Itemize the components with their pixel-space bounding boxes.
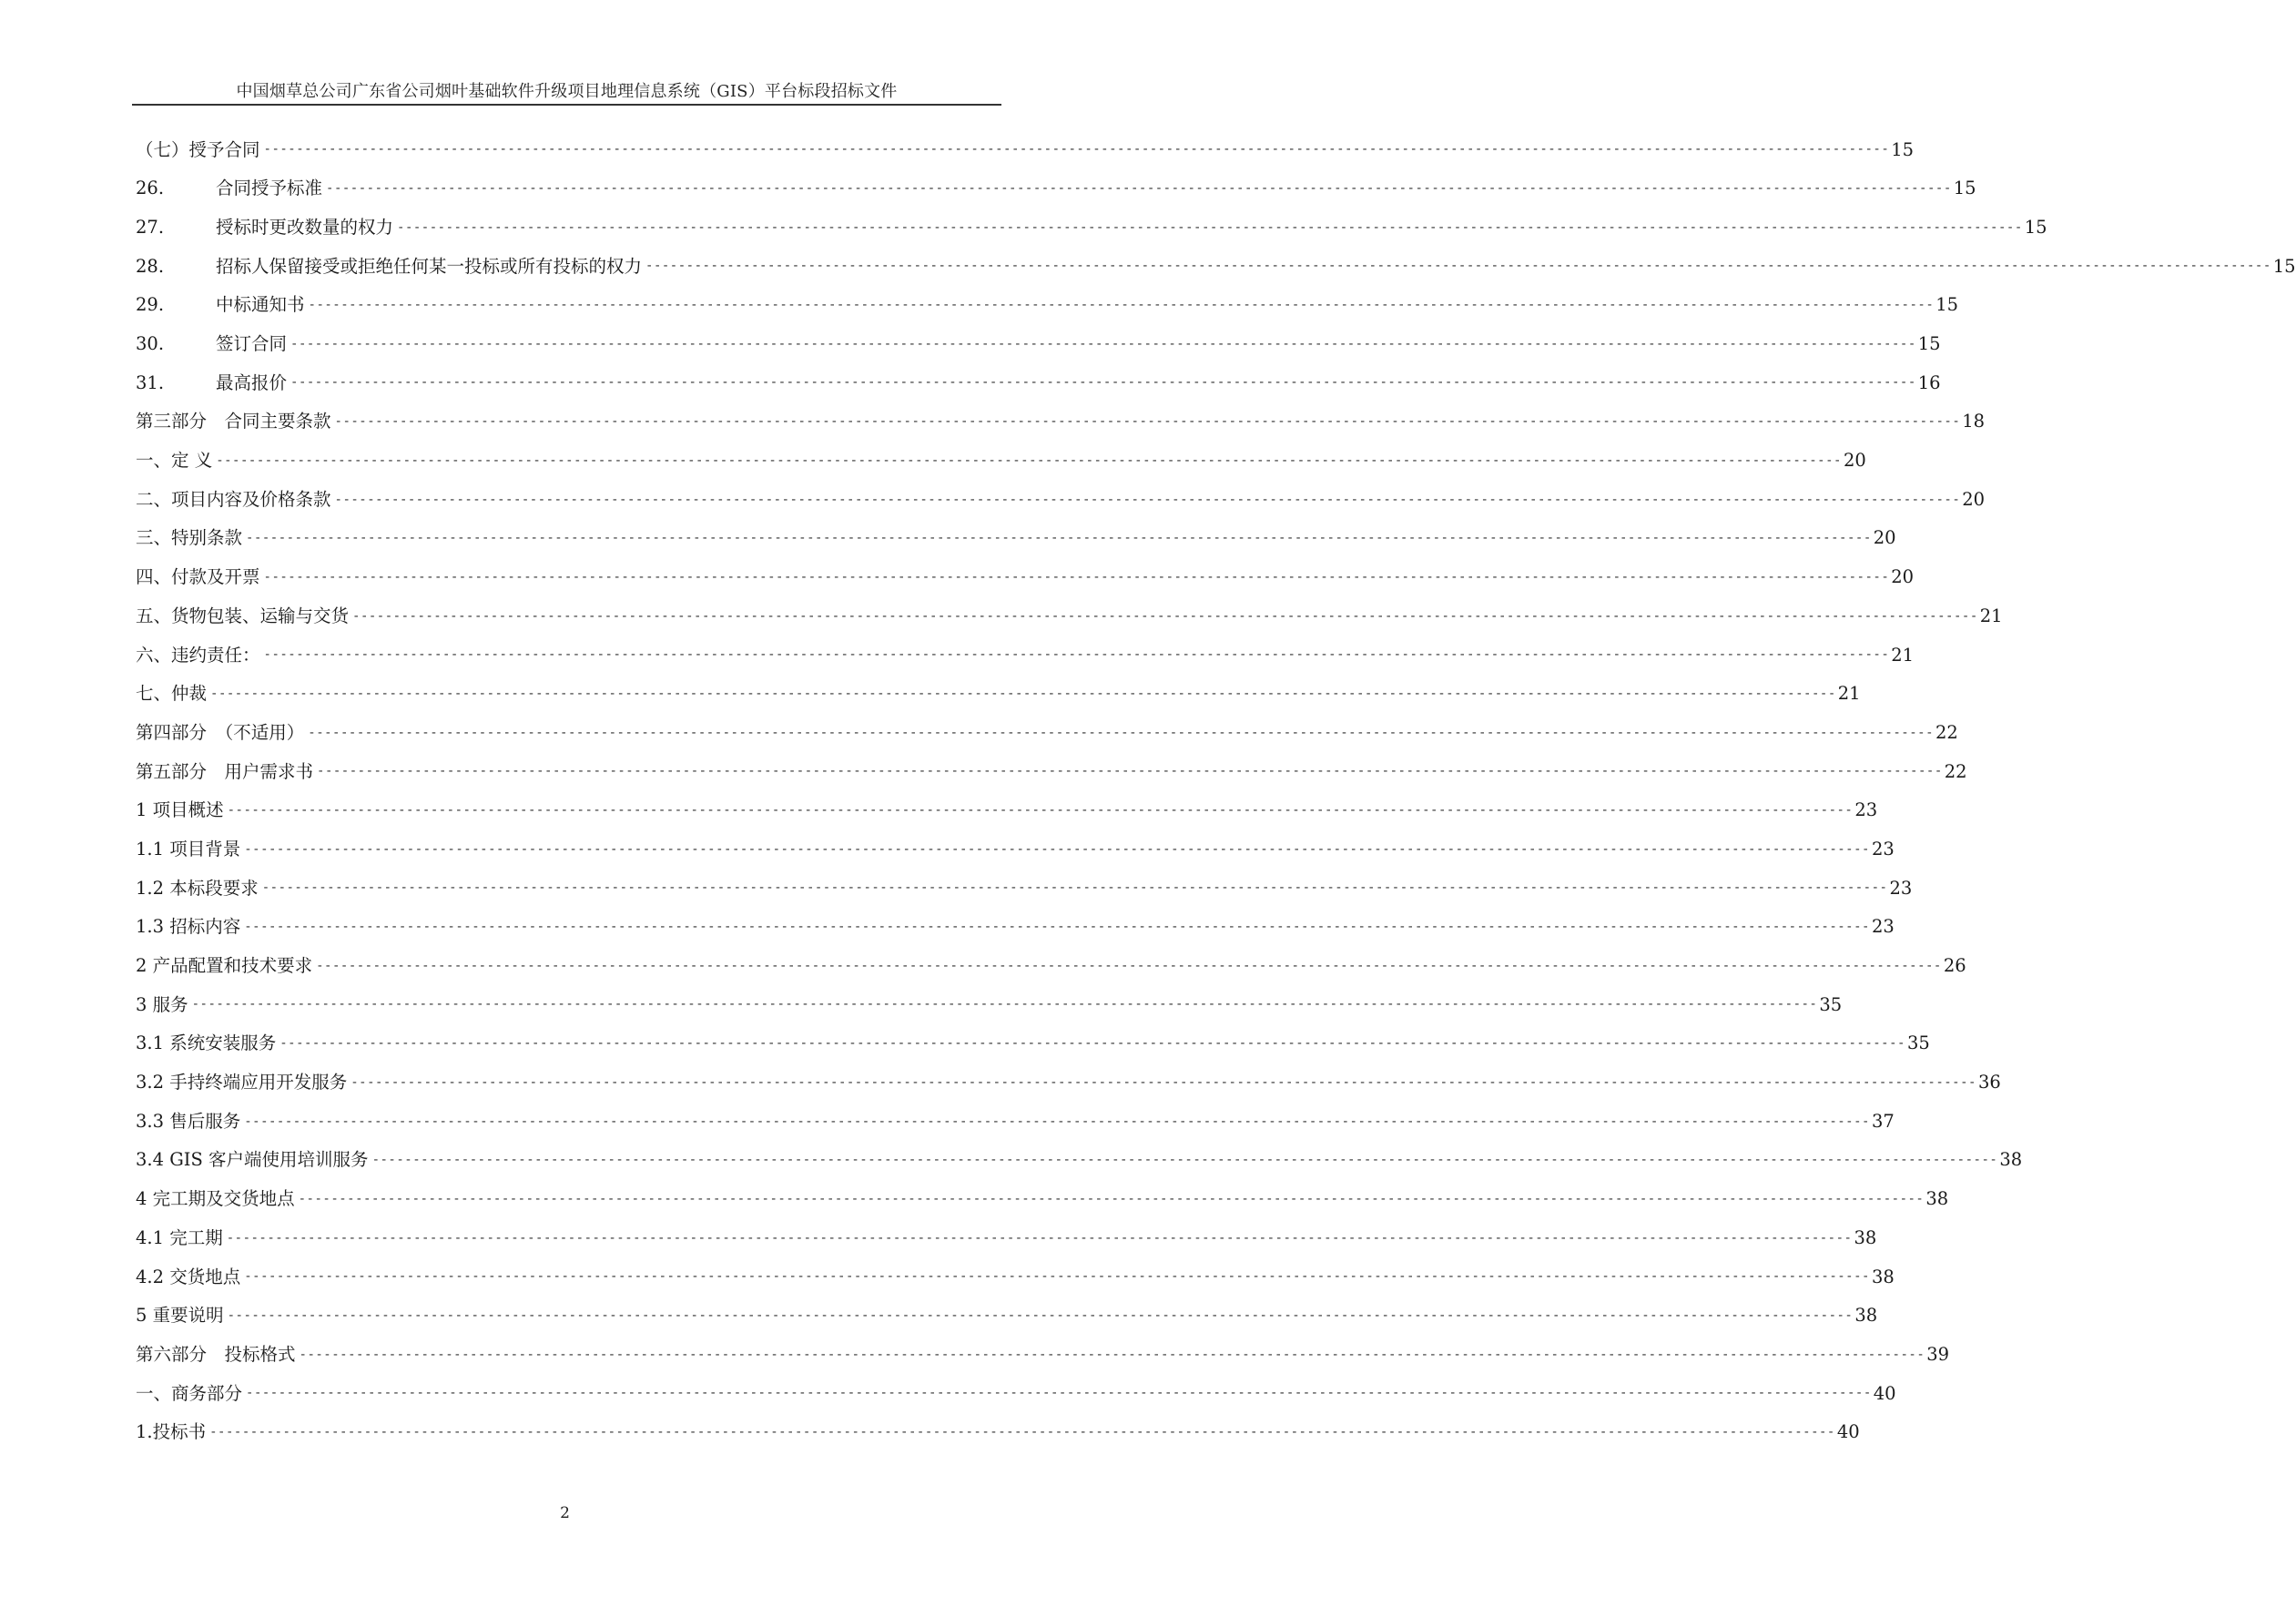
toc-entry-title: 合同授予标准 <box>216 178 323 199</box>
toc-entry[interactable] <box>136 247 2296 286</box>
toc-entry[interactable] <box>136 1413 1860 1452</box>
toc-entry-page: 21 <box>1891 644 1915 666</box>
toc-entry-number: 26. <box>136 178 165 199</box>
toc-leader: -------------------------------------------------------------------------------------------------------------------------------------------------------------------------------------------------------- <box>290 375 1916 391</box>
toc-entry[interactable] <box>136 363 1941 402</box>
toc-entry[interactable] <box>136 1141 2023 1180</box>
toc-entry-title: 四、付款及开票 <box>136 566 260 588</box>
toc-entry-page: 20 <box>1843 450 1866 472</box>
toc-entry[interactable] <box>136 1335 1950 1374</box>
toc-entry-page: 15 <box>2024 216 2047 238</box>
toc-leader: -------------------------------------------------------------------------------------------------------------------------------------------------------------------------------------------------------- <box>191 997 1818 1012</box>
toc-entry-page: 23 <box>1854 799 1878 821</box>
toc-entry[interactable] <box>136 675 1861 714</box>
toc-entry-page: 38 <box>1854 1226 1877 1248</box>
toc-entry[interactable] <box>136 829 1895 869</box>
page-header: 中国烟草总公司广东省公司烟叶基础软件升级项目地理信息系统（GIS）平台标段招标文件 <box>236 82 898 101</box>
toc-entry-number: 27. <box>136 216 165 238</box>
toc-leader: -------------------------------------------------------------------------------------------------------------------------------------------------------------------------------------------------------- <box>326 181 1952 197</box>
toc-entry-title: 五、货物包装、运输与交货 <box>136 605 350 626</box>
toc-entry-title: 签订合同 <box>216 333 288 355</box>
toc-entry-page: 35 <box>1906 1032 1930 1054</box>
toc-leader: -------------------------------------------------------------------------------------------------------------------------------------------------------------------------------------------------------- <box>209 1425 1835 1440</box>
toc-entry-title: 招标人保留接受或拒绝任何某一投标或所有投标的权力 <box>216 255 643 277</box>
toc-entry[interactable] <box>136 636 1915 675</box>
toc-entry[interactable] <box>136 946 1966 985</box>
toc-leader: -------------------------------------------------------------------------------------------------------------------------------------------------------------------------------------------------------- <box>244 920 1870 935</box>
toc-entry-title: 1.投标书 <box>136 1421 207 1443</box>
page-number: 2 <box>560 1504 570 1522</box>
toc-entry[interactable] <box>136 480 1986 519</box>
toc-leader: -------------------------------------------------------------------------------------------------------------------------------------------------------------------------------------------------------- <box>290 336 1916 351</box>
toc-entry-page: 15 <box>1953 178 1976 199</box>
toc-entry-page: 15 <box>1935 294 1959 316</box>
toc-entry[interactable] <box>136 208 2047 247</box>
toc-leader: -------------------------------------------------------------------------------------------------------------------------------------------------------------------------------------------------------- <box>334 414 1961 430</box>
toc-entry-title: 最高报价 <box>216 371 288 393</box>
toc-entry-title: 3 服务 <box>136 993 188 1015</box>
toc-entry[interactable] <box>136 1102 1895 1141</box>
toc-leader: -------------------------------------------------------------------------------------------------------------------------------------------------------------------------------------------------------- <box>246 1386 1872 1401</box>
toc-leader: -------------------------------------------------------------------------------------------------------------------------------------------------------------------------------------------------------- <box>263 569 1890 585</box>
toc-leader: -------------------------------------------------------------------------------------------------------------------------------------------------------------------------------------------------------- <box>263 647 1890 663</box>
toc-entry-page: 36 <box>1977 1072 2001 1093</box>
toc-entry-title: 一、定 义 <box>136 450 213 472</box>
toc-leader: -------------------------------------------------------------------------------------------------------------------------------------------------------------------------------------------------------- <box>210 686 1836 701</box>
toc-entry[interactable] <box>136 596 2003 636</box>
toc-entry-title: 六、违约责任： <box>136 644 260 666</box>
toc-entry[interactable] <box>136 1024 1930 1063</box>
toc-leader: -------------------------------------------------------------------------------------------------------------------------------------------------------------------------------------------------------- <box>350 1074 1976 1090</box>
toc-entry-title: 1 项目概述 <box>136 799 224 821</box>
toc-entry-title: 三、特别条款 <box>136 527 243 549</box>
toc-entry-page: 20 <box>1962 488 1986 510</box>
toc-leader: -------------------------------------------------------------------------------------------------------------------------------------------------------------------------------------------------------- <box>227 1307 1854 1323</box>
toc-entry[interactable] <box>136 1374 1896 1413</box>
toc-entry[interactable] <box>136 169 1976 209</box>
toc-entry-title: 3.1 系统安装服务 <box>136 1032 277 1054</box>
toc-entry-number: 30. <box>136 333 165 355</box>
toc-leader: -------------------------------------------------------------------------------------------------------------------------------------------------------------------------------------------------------- <box>279 1036 1905 1052</box>
toc-entry-page: 15 <box>1917 333 1941 355</box>
toc-entry-page: 18 <box>1962 411 1986 432</box>
toc-leader: -------------------------------------------------------------------------------------------------------------------------------------------------------------------------------------------------------- <box>226 1230 1853 1246</box>
toc-entry-page: 20 <box>1873 527 1896 549</box>
toc-leader: -------------------------------------------------------------------------------------------------------------------------------------------------------------------------------------------------------- <box>244 841 1870 857</box>
toc-leader: -------------------------------------------------------------------------------------------------------------------------------------------------------------------------------------------------------- <box>261 880 1888 896</box>
toc-entry-title: 1.1 项目背景 <box>136 838 241 860</box>
toc-leader: -------------------------------------------------------------------------------------------------------------------------------------------------------------------------------------------------------- <box>397 219 2023 235</box>
toc-entry[interactable] <box>136 985 1843 1024</box>
toc-entry-page: 40 <box>1836 1421 1860 1443</box>
toc-entry[interactable] <box>136 1218 1877 1257</box>
toc-leader: -------------------------------------------------------------------------------------------------------------------------------------------------------------------------------------------------------- <box>216 453 1842 468</box>
toc-entry-page: 38 <box>1925 1188 1949 1210</box>
toc-leader: -------------------------------------------------------------------------------------------------------------------------------------------------------------------------------------------------------- <box>244 1114 1870 1129</box>
toc-entry[interactable] <box>136 908 1895 947</box>
toc-entry-title: 3.4 GIS 客户端使用培训服务 <box>136 1149 369 1171</box>
toc-entry[interactable] <box>136 1180 1949 1219</box>
toc-leader: -------------------------------------------------------------------------------------------------------------------------------------------------------------------------------------------------------- <box>371 1153 1998 1168</box>
toc-entry[interactable] <box>136 324 1941 363</box>
toc-entry-page: 38 <box>1999 1149 2023 1171</box>
toc-entry-page: 22 <box>1944 760 1967 782</box>
toc-entry-page: 23 <box>1889 877 1913 899</box>
toc-leader: -------------------------------------------------------------------------------------------------------------------------------------------------------------------------------------------------------- <box>317 764 1943 779</box>
toc-leader: -------------------------------------------------------------------------------------------------------------------------------------------------------------------------------------------------------- <box>298 1191 1925 1206</box>
toc-entry-page: 15 <box>1891 138 1915 160</box>
toc-entry-page: 38 <box>1854 1305 1878 1327</box>
toc-entry-page: 22 <box>1935 721 1958 743</box>
toc-entry-number: 31. <box>136 371 165 393</box>
toc-entry[interactable] <box>136 402 1986 442</box>
toc-entry[interactable] <box>136 752 1967 791</box>
toc-entry-title: 3.3 售后服务 <box>136 1110 241 1132</box>
toc-leader: -------------------------------------------------------------------------------------------------------------------------------------------------------------------------------------------------------- <box>334 492 1961 507</box>
toc-entry-title: 第六部分 投标格式 <box>136 1343 296 1365</box>
toc-entry-page: 20 <box>1891 566 1915 588</box>
toc-entry-page: 37 <box>1871 1110 1895 1132</box>
toc-leader: -------------------------------------------------------------------------------------------------------------------------------------------------------------------------------------------------------- <box>244 1269 1870 1285</box>
toc-entry-title: 中标通知书 <box>216 294 305 316</box>
toc-entry[interactable] <box>136 286 1959 325</box>
toc-entry-page: 21 <box>1837 683 1861 705</box>
toc-leader: -------------------------------------------------------------------------------------------------------------------------------------------------------------------------------------------------------- <box>308 298 1935 313</box>
toc-leader: -------------------------------------------------------------------------------------------------------------------------------------------------------------------------------------------------------- <box>299 1347 1925 1362</box>
toc-entry-title: 七、仲裁 <box>136 683 208 705</box>
toc-entry-number: 29. <box>136 294 165 316</box>
toc-entry-title: 4 完工期及交货地点 <box>136 1188 295 1210</box>
toc-entry-title: 1.2 本标段要求 <box>136 877 259 899</box>
toc-entry-title: 4.2 交货地点 <box>136 1266 241 1287</box>
toc-entry-title: 2 产品配置和技术要求 <box>136 955 313 977</box>
toc-entry-page: 21 <box>1979 605 2003 626</box>
toc-entry-title: 一、商务部分 <box>136 1382 243 1404</box>
toc-entry[interactable] <box>136 1063 2001 1103</box>
toc-leader: -------------------------------------------------------------------------------------------------------------------------------------------------------------------------------------------------------- <box>227 803 1854 819</box>
toc-leader: -------------------------------------------------------------------------------------------------------------------------------------------------------------------------------------------------------- <box>308 725 1935 740</box>
toc-entry[interactable] <box>136 1257 1895 1297</box>
toc-leader: -------------------------------------------------------------------------------------------------------------------------------------------------------------------------------------------------------- <box>645 259 2271 274</box>
toc-entry-title: 5 重要说明 <box>136 1305 224 1327</box>
toc-entry-page: 38 <box>1871 1266 1895 1287</box>
toc-entry-page: 39 <box>1926 1343 1950 1365</box>
toc-entry-page: 16 <box>1917 371 1941 393</box>
toc-entry-title: 授标时更改数量的权力 <box>216 216 394 238</box>
toc-entry-title: 第四部分 （不适用） <box>136 721 305 743</box>
toc-entry[interactable] <box>136 791 1878 830</box>
toc-entry-title: （七）授予合同 <box>136 138 260 160</box>
toc-entry[interactable] <box>136 558 1915 597</box>
toc-entry-title: 第五部分 用户需求书 <box>136 760 314 782</box>
toc-entry[interactable] <box>136 442 1866 481</box>
toc-leader: -------------------------------------------------------------------------------------------------------------------------------------------------------------------------------------------------------- <box>246 531 1872 546</box>
toc-entry-page: 26 <box>1943 955 1966 977</box>
toc-entry-title: 4.1 完工期 <box>136 1226 223 1248</box>
table-of-contents <box>136 130 2296 1451</box>
toc-entry-title: 3.2 手持终端应用开发服务 <box>136 1072 348 1093</box>
toc-entry-title: 第三部分 合同主要条款 <box>136 411 331 432</box>
toc-entry[interactable] <box>136 1297 1878 1336</box>
toc-entry-page: 35 <box>1819 993 1843 1015</box>
toc-entry-title: 1.3 招标内容 <box>136 916 241 938</box>
toc-entry-page: 23 <box>1871 838 1895 860</box>
header-rule <box>132 104 1001 106</box>
toc-entry-page: 23 <box>1871 916 1895 938</box>
toc-entry[interactable] <box>136 713 1958 752</box>
toc-entry[interactable] <box>136 869 1913 908</box>
toc-entry[interactable] <box>136 130 1915 169</box>
toc-entry-page: 40 <box>1873 1382 1896 1404</box>
toc-leader: -------------------------------------------------------------------------------------------------------------------------------------------------------------------------------------------------------- <box>316 958 1942 973</box>
toc-entry[interactable] <box>136 519 1896 558</box>
toc-entry-number: 28. <box>136 255 165 277</box>
toc-leader: -------------------------------------------------------------------------------------------------------------------------------------------------------------------------------------------------------- <box>263 142 1890 158</box>
toc-leader: -------------------------------------------------------------------------------------------------------------------------------------------------------------------------------------------------------- <box>352 608 1978 624</box>
toc-entry-title: 二、项目内容及价格条款 <box>136 488 331 510</box>
toc-entry-page: 15 <box>2272 255 2296 277</box>
